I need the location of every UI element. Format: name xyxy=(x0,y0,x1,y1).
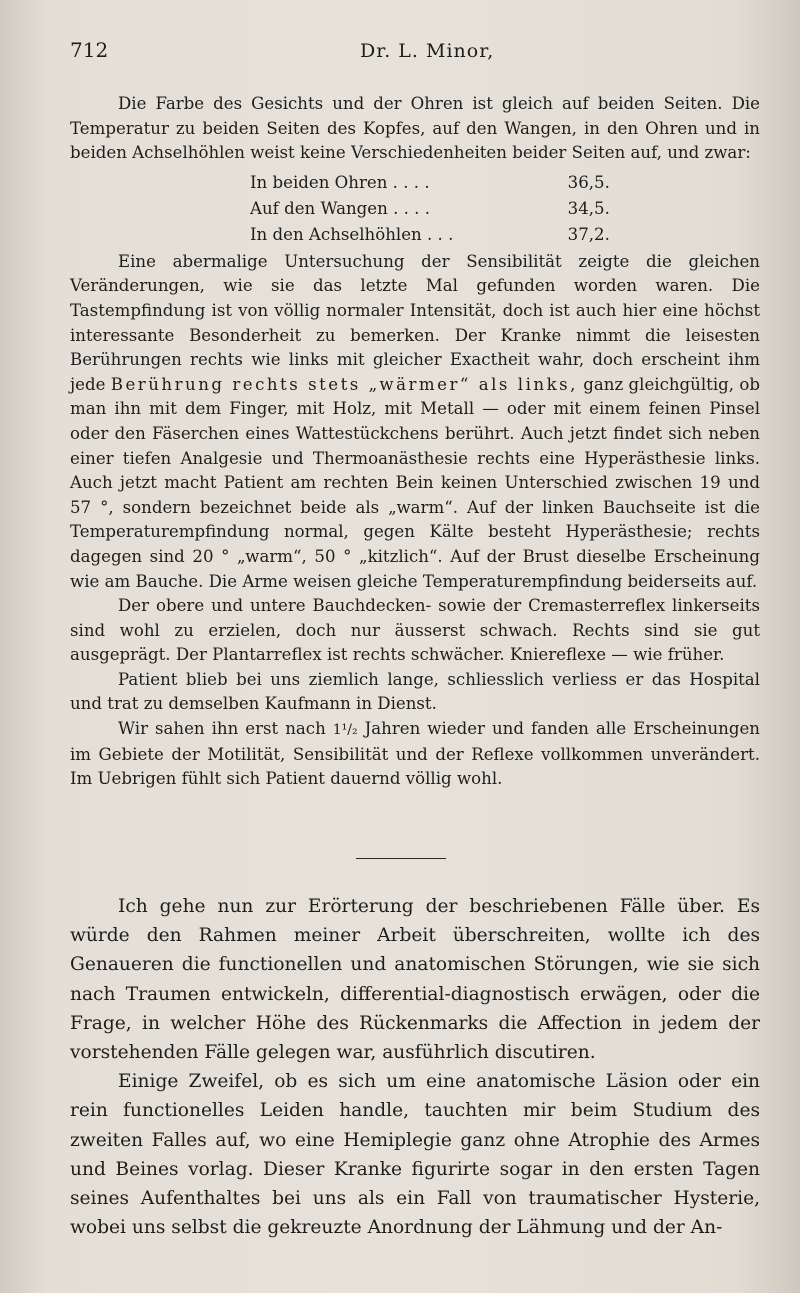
temp-label: In beiden Ohren . . . . xyxy=(250,172,430,192)
sensibility-text-a: Eine abermalige Untersuchung der Sensibilität zeigte die gleichen Veränderungen, wie sie das letzte Mal gefunden worden waren. Die Tastempfindung ist von völlig normaler Intensität, doch ist auch hier eine höchst interessante Besonderheit zu bemerken. Der Kranke nimmt die leisesten Berührungen rechts wie links mit gleicher Exactheit wahr, doch erscheint ihm jede xyxy=(70,251,760,394)
sensibility-emphasis: Berührung rechts stets „wärmer“ als links, xyxy=(110,374,578,394)
followup-text-b: Jahren wieder und fanden alle Erscheinungen im Gebiete der Motilität, Sensibilität und der Reflexe vollkommen unverändert. Im Uebrigen fühlt sich Patient dauernd völlig wohl. xyxy=(70,719,760,789)
temp-label: Auf den Wangen . . . . xyxy=(250,198,431,218)
table-row xyxy=(250,196,650,222)
paragraph-face-temperature: Die Farbe des Gesichts und der Ohren ist gleich auf beiden Seiten. Die Temperatur zu beiden Seiten des Kopfes, auf den Wangen, in den Ohren und in beiden Achselhöhlen weist keine Verschiedenheiten beider Seiten auf, und zwar: xyxy=(70,94,760,163)
temp-value: 37,2. xyxy=(567,224,610,244)
paragraph-reflexes: Der obere und untere Bauchdecken- sowie der Cremasterreflex linkerseits sind wohl zu erzielen, doch nur äusserst schwach. Rechts sind sie gut ausgeprägt. Der Plantarreflex ist rechts schwächer. Kniereflexe — wie früher. xyxy=(70,596,760,665)
paragraph-discussion-intro: Ich gehe nun zur Erörterung der beschriebenen Fälle über. Es würde den Rahmen meiner Arbeit überschreiten, wollte ich des Genaueren die functionellen und anatomischen Störungen, wie sie sich nach Traumen entwickeln, differential-diagnostisch erwägen, oder die Frage, in welcher Höhe des Rückenmarks die Affection in jedem der vorstehenden Fälle gelegen war, ausführlich discutiren. xyxy=(70,896,760,1064)
paragraph-hospital: Patient blieb bei uns ziemlich lange, schliesslich verliess er das Hospital und trat zu demselben Kaufmann in Dienst. xyxy=(70,669,760,714)
paragraph-discussion-doubts: Einige Zweifel, ob es sich um eine anatomische Läsion oder ein rein functionelles Leiden handle, tauchten mir beim Studium des zweiten Falles auf, wo eine Hemiplegie ganz ohne Atrophie des Armes und Beines vorlag. Dieser Kranke figurirte sogar in den ersten Tagen seines Aufenthaltes bei uns als ein Fall von traumatischer Hysterie, wobei uns selbst die gekreuzte Anordnung der Lähmung und der An- xyxy=(70,1071,760,1239)
temperature-table xyxy=(250,170,650,248)
sensibility-text-b: ganz gleichgültig, ob man ihn mit dem Finger, mit Holz, mit Metall — oder mit einem feinen Pinsel oder den Fäserchen eines Wattestückchens berührt. Auch jetzt findet sich neben einer tiefen Analgesie und Thermoanästhesie rechts eine Hyperästhesie links. Auch jetzt macht Patient am rechten Bein keinen Unterschied zwischen 19 und 57 °, sondern bezeichnet beide als „warm“. Auf der linken Bauchseite ist die Temperaturempfindung normal, gegen Kälte besteht Hyperästhesie; rechts dagegen sind 20 ° „warm“, 50 ° „kitzlich“. Auf der Brust dieselbe Erscheinung wie am Bauche. Die Arme weisen gleiche Temperaturempfindung beiderseits auf. xyxy=(70,374,760,591)
table-row xyxy=(250,222,650,248)
page-number: 712 xyxy=(70,38,109,62)
temp-label: In den Achselhöhlen . . . xyxy=(250,224,454,244)
followup-fraction: 1¹/₂ xyxy=(332,722,358,739)
temp-value: 36,5. xyxy=(567,172,610,192)
case-report-section xyxy=(70,92,760,792)
section-divider xyxy=(356,858,446,859)
discussion-section xyxy=(70,892,760,1242)
page-header xyxy=(70,38,754,86)
running-head: Dr. L. Minor, xyxy=(360,40,495,62)
paragraph-sensibility xyxy=(70,250,760,594)
temp-value: 34,5. xyxy=(567,198,610,218)
table-row xyxy=(250,170,650,196)
paragraph-followup xyxy=(70,717,760,792)
followup-text-a: Wir sahen ihn erst nach xyxy=(118,719,333,739)
